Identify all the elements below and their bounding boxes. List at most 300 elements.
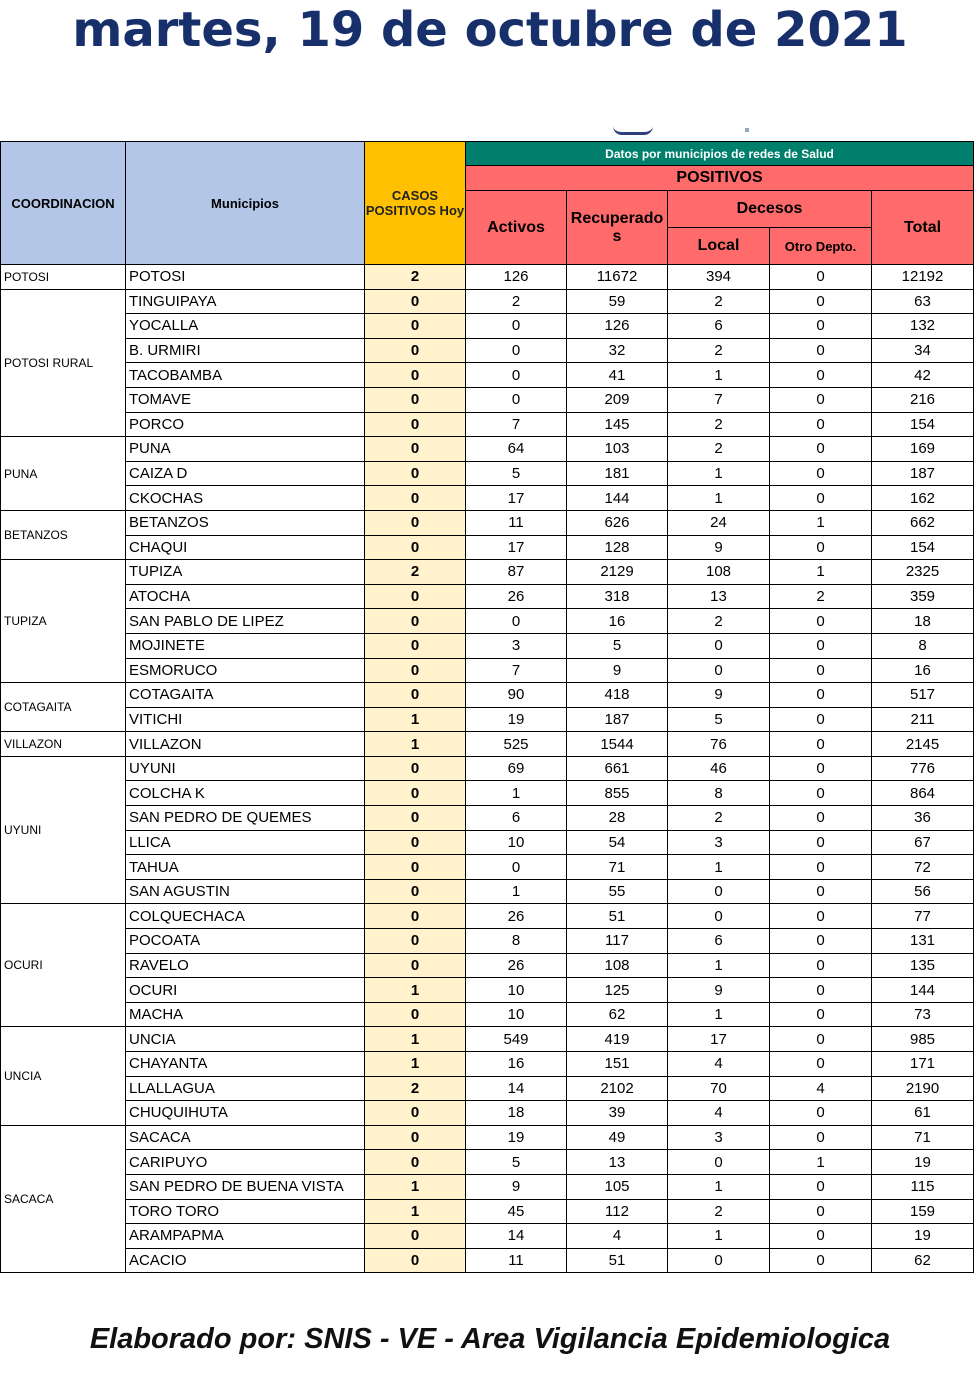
table-row [1, 756, 974, 781]
local-cell: 6 [668, 314, 770, 339]
otro-cell: 0 [770, 658, 872, 683]
total-cell: 8 [872, 633, 974, 658]
hoy-cell: 0 [365, 387, 466, 412]
municipio-cell: UYUNI [126, 756, 365, 781]
activos-cell: 9 [466, 1174, 567, 1199]
municipio-cell: POTOSI [126, 265, 365, 290]
activos-cell: 525 [466, 732, 567, 757]
local-cell: 0 [668, 1150, 770, 1175]
table-row [1, 560, 974, 585]
otro-cell: 0 [770, 1027, 872, 1052]
municipio-cell: VILLAZON [126, 732, 365, 757]
recuperados-cell: 187 [567, 707, 668, 732]
local-cell: 0 [668, 879, 770, 904]
hoy-cell: 0 [365, 904, 466, 929]
municipio-cell: SAN PEDRO DE BUENA VISTA [126, 1174, 365, 1199]
activos-cell: 87 [466, 560, 567, 585]
activos-cell: 5 [466, 461, 567, 486]
municipio-cell: RAVELO [126, 953, 365, 978]
table-row [1, 732, 974, 757]
total-cell: 73 [872, 1002, 974, 1027]
municipio-cell: MACHA [126, 1002, 365, 1027]
local-cell: 2 [668, 1199, 770, 1224]
table-row [1, 978, 974, 1003]
activos-cell: 1 [466, 781, 567, 806]
activos-cell: 10 [466, 1002, 567, 1027]
header-otro-depto: Otro Depto. [770, 228, 872, 265]
otro-cell: 0 [770, 1125, 872, 1150]
hoy-cell: 1 [365, 732, 466, 757]
municipio-cell: SACACA [126, 1125, 365, 1150]
total-cell: 154 [872, 412, 974, 437]
hoy-cell: 0 [365, 461, 466, 486]
coordinacion-cell: VILLAZON [1, 732, 126, 757]
otro-cell: 0 [770, 683, 872, 708]
total-cell: 61 [872, 1101, 974, 1126]
table-row [1, 781, 974, 806]
local-cell: 1 [668, 1002, 770, 1027]
table-row [1, 1224, 974, 1249]
municipio-cell: OCURI [126, 978, 365, 1003]
header-decesos: Decesos [668, 191, 872, 228]
hoy-cell: 0 [365, 289, 466, 314]
total-cell: 864 [872, 781, 974, 806]
otro-cell: 0 [770, 781, 872, 806]
table-row [1, 363, 974, 388]
table-row [1, 855, 974, 880]
table-row [1, 510, 974, 535]
activos-cell: 8 [466, 929, 567, 954]
local-cell: 2 [668, 289, 770, 314]
total-cell: 162 [872, 486, 974, 511]
local-cell: 2 [668, 338, 770, 363]
otro-cell: 0 [770, 1199, 872, 1224]
activos-cell: 7 [466, 412, 567, 437]
logo-dot [745, 128, 749, 132]
local-cell: 46 [668, 756, 770, 781]
otro-cell: 4 [770, 1076, 872, 1101]
otro-cell: 0 [770, 486, 872, 511]
activos-cell: 0 [466, 338, 567, 363]
otro-cell: 0 [770, 707, 872, 732]
recuperados-cell: 55 [567, 879, 668, 904]
total-cell: 77 [872, 904, 974, 929]
recuperados-cell: 419 [567, 1027, 668, 1052]
table-row [1, 289, 974, 314]
municipio-cell: POCOATA [126, 929, 365, 954]
municipio-cell: LLALLAGUA [126, 1076, 365, 1101]
table-row [1, 486, 974, 511]
recuperados-cell: 4 [567, 1224, 668, 1249]
recuperados-cell: 181 [567, 461, 668, 486]
recuperados-cell: 105 [567, 1174, 668, 1199]
recuperados-cell: 661 [567, 756, 668, 781]
hoy-cell: 0 [365, 855, 466, 880]
table-row [1, 683, 974, 708]
hoy-cell: 0 [365, 830, 466, 855]
local-cell: 9 [668, 535, 770, 560]
otro-cell: 0 [770, 363, 872, 388]
recuperados-cell: 626 [567, 510, 668, 535]
recuperados-cell: 51 [567, 1248, 668, 1273]
municipio-cell: VITICHI [126, 707, 365, 732]
table-row [1, 1174, 974, 1199]
recuperados-cell: 49 [567, 1125, 668, 1150]
local-cell: 4 [668, 1101, 770, 1126]
coordinacion-cell: BETANZOS [1, 510, 126, 559]
footer-credit: Elaborado por: SNIS - VE - Area Vigilancia Epidemiologica [89, 1323, 891, 1355]
local-cell: 3 [668, 830, 770, 855]
local-cell: 76 [668, 732, 770, 757]
otro-cell: 1 [770, 1150, 872, 1175]
coordinacion-cell: UYUNI [1, 756, 126, 904]
total-cell: 985 [872, 1027, 974, 1052]
otro-cell: 0 [770, 1052, 872, 1077]
recuperados-cell: 125 [567, 978, 668, 1003]
table-row [1, 904, 974, 929]
otro-cell: 0 [770, 855, 872, 880]
otro-cell: 1 [770, 560, 872, 585]
hoy-cell: 0 [365, 879, 466, 904]
municipio-cell: YOCALLA [126, 314, 365, 339]
hoy-cell: 2 [365, 1076, 466, 1101]
hoy-cell: 0 [365, 535, 466, 560]
otro-cell: 0 [770, 461, 872, 486]
hoy-cell: 1 [365, 707, 466, 732]
hoy-cell: 1 [365, 1052, 466, 1077]
otro-cell: 0 [770, 387, 872, 412]
hoy-cell: 0 [365, 1101, 466, 1126]
total-cell: 19 [872, 1150, 974, 1175]
total-cell: 71 [872, 1125, 974, 1150]
recuperados-cell: 1544 [567, 732, 668, 757]
total-cell: 154 [872, 535, 974, 560]
activos-cell: 0 [466, 387, 567, 412]
recuperados-cell: 11672 [567, 265, 668, 290]
municipio-cell: SAN PEDRO DE QUEMES [126, 806, 365, 831]
otro-cell: 0 [770, 609, 872, 634]
table-row [1, 929, 974, 954]
otro-cell: 0 [770, 806, 872, 831]
recuperados-cell: 418 [567, 683, 668, 708]
table-row [1, 265, 974, 290]
activos-cell: 549 [466, 1027, 567, 1052]
otro-cell: 0 [770, 1248, 872, 1273]
table-row [1, 412, 974, 437]
municipio-cell: CHAQUI [126, 535, 365, 560]
otro-cell: 0 [770, 1174, 872, 1199]
table-row [1, 387, 974, 412]
table-row [1, 1101, 974, 1126]
activos-cell: 5 [466, 1150, 567, 1175]
header-municipios: Municipios [126, 142, 365, 265]
local-cell: 2 [668, 412, 770, 437]
local-cell: 3 [668, 1125, 770, 1150]
total-cell: 16 [872, 658, 974, 683]
table-row [1, 806, 974, 831]
local-cell: 0 [668, 904, 770, 929]
hoy-cell: 0 [365, 633, 466, 658]
recuperados-cell: 5 [567, 633, 668, 658]
table-row [1, 879, 974, 904]
otro-cell: 0 [770, 535, 872, 560]
table-row [1, 1125, 974, 1150]
local-cell: 1 [668, 855, 770, 880]
table-row [1, 535, 974, 560]
local-cell: 108 [668, 560, 770, 585]
hoy-cell: 0 [365, 806, 466, 831]
activos-cell: 64 [466, 437, 567, 462]
total-cell: 169 [872, 437, 974, 462]
table-row [1, 461, 974, 486]
activos-cell: 126 [466, 265, 567, 290]
activos-cell: 0 [466, 855, 567, 880]
total-cell: 187 [872, 461, 974, 486]
municipio-cell: SAN PABLO DE LIPEZ [126, 609, 365, 634]
recuperados-cell: 112 [567, 1199, 668, 1224]
header-coordinacion: COORDINACION [1, 142, 126, 265]
recuperados-cell: 13 [567, 1150, 668, 1175]
municipio-cell: CAIZA D [126, 461, 365, 486]
municipio-cell: CHUQUIHUTA [126, 1101, 365, 1126]
header-casos-positivos-hoy: CASOS POSITIVOS Hoy [365, 142, 466, 265]
activos-cell: 16 [466, 1052, 567, 1077]
total-cell: 56 [872, 879, 974, 904]
otro-cell: 0 [770, 904, 872, 929]
local-cell: 2 [668, 806, 770, 831]
table-row [1, 1199, 974, 1224]
activos-cell: 10 [466, 978, 567, 1003]
municipio-cell: CHAYANTA [126, 1052, 365, 1077]
table-row [1, 1027, 974, 1052]
recuperados-cell: 54 [567, 830, 668, 855]
hoy-cell: 0 [365, 929, 466, 954]
total-cell: 517 [872, 683, 974, 708]
municipio-cell: ATOCHA [126, 584, 365, 609]
otro-cell: 2 [770, 584, 872, 609]
hoy-cell: 0 [365, 510, 466, 535]
total-cell: 19 [872, 1224, 974, 1249]
recuperados-cell: 126 [567, 314, 668, 339]
hoy-cell: 2 [365, 560, 466, 585]
total-cell: 42 [872, 363, 974, 388]
hoy-cell: 0 [365, 1224, 466, 1249]
municipio-cell: MOJINETE [126, 633, 365, 658]
municipio-cell: TOMAVE [126, 387, 365, 412]
otro-cell: 0 [770, 879, 872, 904]
total-cell: 216 [872, 387, 974, 412]
otro-cell: 0 [770, 289, 872, 314]
coordinacion-cell: SACACA [1, 1125, 126, 1273]
local-cell: 8 [668, 781, 770, 806]
activos-cell: 14 [466, 1224, 567, 1249]
header-datos-redes: Datos por municipios de redes de Salud [466, 142, 974, 166]
total-cell: 2325 [872, 560, 974, 585]
municipio-cell: TACOBAMBA [126, 363, 365, 388]
activos-cell: 10 [466, 830, 567, 855]
municipio-cell: ESMORUCO [126, 658, 365, 683]
local-cell: 6 [668, 929, 770, 954]
activos-cell: 3 [466, 633, 567, 658]
hoy-cell: 0 [365, 1248, 466, 1273]
total-cell: 67 [872, 830, 974, 855]
municipio-cell: TINGUIPAYA [126, 289, 365, 314]
municipio-cell: UNCIA [126, 1027, 365, 1052]
hoy-cell: 0 [365, 584, 466, 609]
hoy-cell: 0 [365, 756, 466, 781]
otro-cell: 0 [770, 338, 872, 363]
otro-cell: 0 [770, 953, 872, 978]
hoy-cell: 0 [365, 953, 466, 978]
municipio-cell: PUNA [126, 437, 365, 462]
local-cell: 24 [668, 510, 770, 535]
local-cell: 1 [668, 363, 770, 388]
municipio-cell: SAN AGUSTIN [126, 879, 365, 904]
activos-cell: 14 [466, 1076, 567, 1101]
hoy-cell: 0 [365, 1002, 466, 1027]
otro-cell: 0 [770, 314, 872, 339]
total-cell: 2190 [872, 1076, 974, 1101]
recuperados-cell: 144 [567, 486, 668, 511]
activos-cell: 11 [466, 1248, 567, 1273]
total-cell: 62 [872, 1248, 974, 1273]
otro-cell: 0 [770, 437, 872, 462]
total-cell: 12192 [872, 265, 974, 290]
recuperados-cell: 59 [567, 289, 668, 314]
recuperados-cell: 318 [567, 584, 668, 609]
hoy-cell: 0 [365, 486, 466, 511]
coordinacion-cell: TUPIZA [1, 560, 126, 683]
local-cell: 2 [668, 609, 770, 634]
hoy-cell: 0 [365, 363, 466, 388]
total-cell: 159 [872, 1199, 974, 1224]
recuperados-cell: 39 [567, 1101, 668, 1126]
table-row [1, 609, 974, 634]
header-positivos: POSITIVOS [466, 166, 974, 191]
total-cell: 135 [872, 953, 974, 978]
header-local: Local [668, 228, 770, 265]
coordinacion-cell: POTOSI [1, 265, 126, 290]
activos-cell: 2 [466, 289, 567, 314]
otro-cell: 0 [770, 1101, 872, 1126]
local-cell: 0 [668, 1248, 770, 1273]
recuperados-cell: 108 [567, 953, 668, 978]
local-cell: 0 [668, 633, 770, 658]
local-cell: 70 [668, 1076, 770, 1101]
recuperados-cell: 103 [567, 437, 668, 462]
local-cell: 1 [668, 461, 770, 486]
hoy-cell: 0 [365, 412, 466, 437]
recuperados-cell: 41 [567, 363, 668, 388]
municipio-cell: ACACIO [126, 1248, 365, 1273]
local-cell: 2 [668, 437, 770, 462]
table-row [1, 338, 974, 363]
total-cell: 2145 [872, 732, 974, 757]
coordinacion-cell: POTOSI RURAL [1, 289, 126, 437]
activos-cell: 17 [466, 535, 567, 560]
otro-cell: 0 [770, 732, 872, 757]
total-cell: 18 [872, 609, 974, 634]
hoy-cell: 0 [365, 338, 466, 363]
logo-fragment [613, 126, 653, 135]
activos-cell: 26 [466, 904, 567, 929]
municipio-cell: TUPIZA [126, 560, 365, 585]
coordinacion-cell: PUNA [1, 437, 126, 511]
coordinacion-cell: COTAGAITA [1, 683, 126, 732]
recuperados-cell: 2129 [567, 560, 668, 585]
recuperados-cell: 209 [567, 387, 668, 412]
header-total: Total [872, 191, 974, 265]
municipio-cell: LLICA [126, 830, 365, 855]
activos-cell: 26 [466, 953, 567, 978]
recuperados-cell: 9 [567, 658, 668, 683]
total-cell: 63 [872, 289, 974, 314]
table-row [1, 437, 974, 462]
municipio-cell: CARIPUYO [126, 1150, 365, 1175]
municipio-cell: TAHUA [126, 855, 365, 880]
local-cell: 9 [668, 683, 770, 708]
local-cell: 0 [668, 658, 770, 683]
table-row [1, 953, 974, 978]
page-title: martes, 19 de octubre de 2021 [72, 2, 908, 58]
municipio-cell: PORCO [126, 412, 365, 437]
recuperados-cell: 2102 [567, 1076, 668, 1101]
otro-cell: 0 [770, 265, 872, 290]
table-row [1, 1150, 974, 1175]
local-cell: 394 [668, 265, 770, 290]
hoy-cell: 1 [365, 1199, 466, 1224]
recuperados-cell: 145 [567, 412, 668, 437]
total-cell: 211 [872, 707, 974, 732]
recuperados-cell: 28 [567, 806, 668, 831]
activos-cell: 19 [466, 1125, 567, 1150]
hoy-cell: 0 [365, 314, 466, 339]
otro-cell: 0 [770, 412, 872, 437]
table-row [1, 1002, 974, 1027]
total-cell: 36 [872, 806, 974, 831]
table-row [1, 633, 974, 658]
municipio-cell: CKOCHAS [126, 486, 365, 511]
cases-table [0, 141, 974, 1273]
local-cell: 13 [668, 584, 770, 609]
municipio-cell: ARAMPAPMA [126, 1224, 365, 1249]
local-cell: 4 [668, 1052, 770, 1077]
activos-cell: 19 [466, 707, 567, 732]
local-cell: 1 [668, 1174, 770, 1199]
table-row [1, 1052, 974, 1077]
hoy-cell: 0 [365, 658, 466, 683]
hoy-cell: 0 [365, 781, 466, 806]
total-cell: 144 [872, 978, 974, 1003]
table-row [1, 1248, 974, 1273]
hoy-cell: 0 [365, 1150, 466, 1175]
activos-cell: 0 [466, 609, 567, 634]
coordinacion-cell: OCURI [1, 904, 126, 1027]
otro-cell: 0 [770, 978, 872, 1003]
otro-cell: 0 [770, 633, 872, 658]
activos-cell: 26 [466, 584, 567, 609]
total-cell: 171 [872, 1052, 974, 1077]
table-row [1, 314, 974, 339]
local-cell: 9 [668, 978, 770, 1003]
total-cell: 132 [872, 314, 974, 339]
table-row [1, 584, 974, 609]
activos-cell: 0 [466, 363, 567, 388]
hoy-cell: 0 [365, 437, 466, 462]
total-cell: 776 [872, 756, 974, 781]
hoy-cell: 2 [365, 265, 466, 290]
table-row [1, 830, 974, 855]
